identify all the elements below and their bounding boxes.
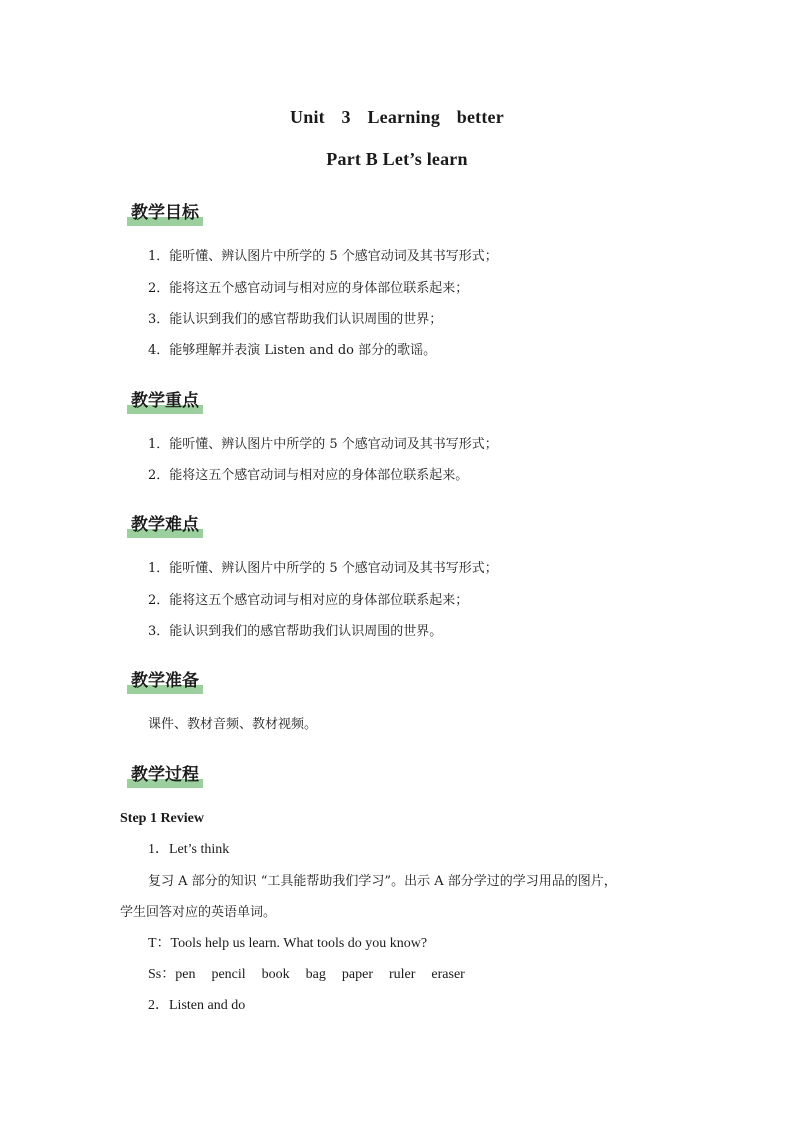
objectives-item: 1．能听懂、辨认图片中所学的 5 个感官动词及其书写形式； — [148, 249, 498, 264]
vocab-word: pen — [175, 967, 196, 982]
doc-title-text: Unit 3 Learning better — [290, 107, 504, 127]
step-1-heading: Step 1 Review — [120, 811, 204, 826]
section-heading-process: 教学过程 — [127, 764, 203, 790]
vocab-word: pencil — [211, 967, 246, 982]
teacher-line: T：Tools help us learn. What tools do you know? — [148, 936, 428, 951]
vocab-word: ruler — [388, 967, 416, 982]
section-heading-preparation: 教学准备 — [127, 670, 203, 696]
difficulties-item: 2．能将这五个感官动词与相对应的身体部位联系起来； — [148, 593, 469, 608]
students-line — [148, 966, 481, 984]
process-paragraph-line-2: 学生回答对应的英语单词。 — [120, 905, 277, 920]
objectives-item: 2．能将这五个感官动词与相对应的身体部位联系起来； — [148, 281, 469, 296]
key-points-item: 1．能听懂、辨认图片中所学的 5 个感官动词及其书写形式； — [148, 437, 498, 452]
section-heading-objectives: 教学目标 — [127, 202, 203, 228]
preparation-item: 课件、教材音频、教材视频。 — [148, 717, 318, 732]
key-points-item: 2．能将这五个感官动词与相对应的身体部位联系起来。 — [148, 468, 469, 483]
doc-subtitle: Part B Let’s learn — [326, 149, 468, 169]
objectives-item: 4．能够理解并表演 Listen and do 部分的歌谣。 — [148, 343, 437, 358]
doc-title — [0, 107, 794, 128]
difficulties-item: 1．能听懂、辨认图片中所学的 5 个感官动词及其书写形式； — [148, 561, 498, 576]
section-heading-key-points: 教学重点 — [127, 390, 203, 416]
difficulties-item: 3．能认识到我们的感官帮助我们认识周围的世界。 — [148, 624, 443, 639]
section-heading-difficulties: 教学难点 — [127, 514, 203, 540]
process-item-1: 1．Let’s think — [148, 842, 230, 857]
vocab-word: book — [261, 967, 290, 982]
objectives-item: 3．能认识到我们的感官帮助我们认识周围的世界； — [148, 312, 443, 327]
students-label: Ss： — [148, 967, 176, 982]
process-item-2: 2．Listen and do — [148, 998, 246, 1013]
vocab-word: paper — [341, 967, 373, 982]
vocab-word: bag — [305, 967, 326, 982]
vocab-word: eraser — [431, 967, 465, 982]
process-paragraph-line-1: 复习 A 部分的知识 “工具能帮助我们学习”。出示 A 部分学过的学习用品的图片， — [148, 874, 617, 889]
